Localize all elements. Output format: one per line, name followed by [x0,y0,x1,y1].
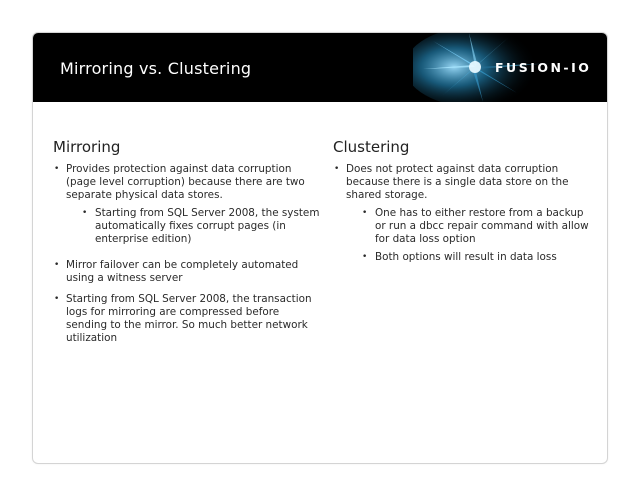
list-item [333,163,595,202]
clustering-column [333,137,595,269]
list-item-text: One has to either restore from a backup or run a dbcc repair command with allow for data loss option [375,207,589,245]
list-item-text: Starting from SQL Server 2008, the transaction logs for mirroring are compressed before sending to the mirror. So much better network utilization [66,293,312,344]
list-item [53,293,323,345]
list-item [333,251,595,264]
slide-frame [32,32,608,464]
mirroring-heading: Mirroring [53,138,121,156]
clustering-bullet-list [333,163,595,264]
mirroring-bullet-list [53,163,323,345]
bullet-dot-icon: • [334,164,340,174]
mirroring-column [53,137,323,353]
list-item-text: Mirror failover can be completely automated using a witness server [66,259,299,284]
spacer [53,251,323,259]
slide-title: Mirroring vs. Clustering [60,59,252,78]
fusion-io-logo-text: FUSION-IO [495,60,592,75]
bullet-dot-icon: • [54,260,60,270]
bullet-dot-icon: • [362,252,368,262]
list-item-text: Does not protect against data corruption because there is a single data store on the shared storage. [346,163,569,201]
slide-header [33,33,607,102]
bullet-dot-icon: • [82,208,88,218]
bullet-dot-icon: • [362,208,368,218]
list-item-text: Starting from SQL Server 2008, the system automatically fixes corrupt pages (in enterprise edition) [95,207,320,245]
clustering-heading: Clustering [333,138,410,156]
bullet-dot-icon: • [54,164,60,174]
list-item [333,207,595,246]
list-item [53,163,323,202]
list-item-text: Provides protection against data corruption (page level corruption) because there are two separate physical data stores. [66,163,305,201]
list-item-text: Both options will result in data loss [375,251,557,263]
list-item [53,259,323,285]
list-item [53,207,323,246]
bullet-dot-icon: • [54,294,60,304]
